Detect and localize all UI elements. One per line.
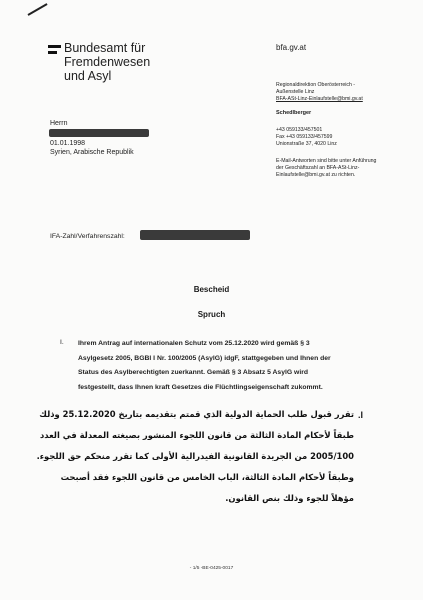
page-footer: - 1/5 -BE-0425-0017 (189, 566, 234, 571)
section-number-de: I. (60, 339, 64, 346)
austria-flag-icon (48, 45, 61, 57)
recipient-address (50, 119, 134, 158)
paragraph-line: Asylgesetz 2005, BGBl I Nr. 100/2005 (AsylG) idgF, stattgegeben und Ihnen der (78, 354, 331, 362)
office-line: Außenstelle Linz (276, 88, 315, 95)
section-number-ar: .I (358, 410, 364, 420)
paragraph-line: وطبقاً لأحكام المادة الثالثة، الباب الخامس من قانون اللجوء فقد أصبحت (60, 472, 354, 482)
website-link[interactable]: bfa.gv.at (276, 43, 307, 52)
email-note-line: Einlaufstelle@bmi.gv.at zu richten. (276, 171, 356, 178)
paragraph-line: 2005/100 من الجريدة القانونية الفيدرالية الأولى كما تقرر منحكم حق اللجوء. (36, 451, 354, 461)
logo-line: Bundesamt für (64, 41, 146, 55)
office-address: Unionstraße 37, 4020 Linz (276, 140, 337, 147)
ruling-paragraph-ar (36, 404, 354, 509)
paragraph-line: festgestellt, dass Ihnen kraft Gesetzes die Flüchtlingseigenschaft zukommt. (78, 383, 323, 391)
phone-number: +43 059133/457501 (276, 127, 323, 133)
logo-line: Fremdenwesen (64, 55, 151, 69)
case-officer-name: Schedlberger (276, 110, 312, 116)
ruling-paragraph-de (78, 337, 368, 395)
paragraph-line: طبقاً لأحكام المادة الثالثة من قانون اللجوء المنشور بصيغته المعدلة في العدد (39, 430, 354, 440)
contact-block (276, 127, 337, 147)
document-subtitle: Spruch (197, 310, 226, 319)
email-note-line: E-Mail-Antworten sind bitte unter Anführung (276, 158, 377, 164)
paragraph-line: Ihrem Antrag auf internationalen Schutz vom 25.12.2020 wird gemäß § 3 (78, 340, 310, 347)
email-note-line: der Geschäftszahl an BFA-ASt-Linz- (276, 164, 360, 171)
logo-line: und Asyl (64, 69, 112, 83)
redacted-name (49, 129, 149, 137)
office-line: Regionaldirektion Oberösterreich - (276, 82, 356, 88)
email-note (276, 158, 376, 178)
fax-number: Fax +43 059133/457599 (276, 133, 333, 140)
country: Syrien, Arabische Republik (50, 149, 134, 156)
paragraph-line: Status des Asylberechtigten zuerkannt. Gemäß § 3 Absatz 5 AsylG wird (78, 369, 309, 376)
reference-label: IFA-Zahl/Verfahrenszahl: (50, 233, 125, 240)
office-block (276, 82, 363, 102)
document-title: Bescheid (193, 285, 230, 294)
salutation: Herrn (50, 120, 68, 127)
date-of-birth: 01.01.1998 (50, 139, 86, 147)
paragraph-line: تقرر قبول طلب الحماية الدولية الذي قمتم بتقديمه بتاريخ 25.12.2020 وذلك (39, 409, 354, 419)
office-email-link[interactable]: BFA-ASt-Linz-Einlaufstelle@bmi.gv.at (276, 95, 363, 102)
paragraph-line: مؤهلاً للجوء وذلك بنص القانون. (225, 493, 354, 503)
redacted-reference-number (140, 230, 250, 240)
agency-logo-text (64, 41, 150, 83)
